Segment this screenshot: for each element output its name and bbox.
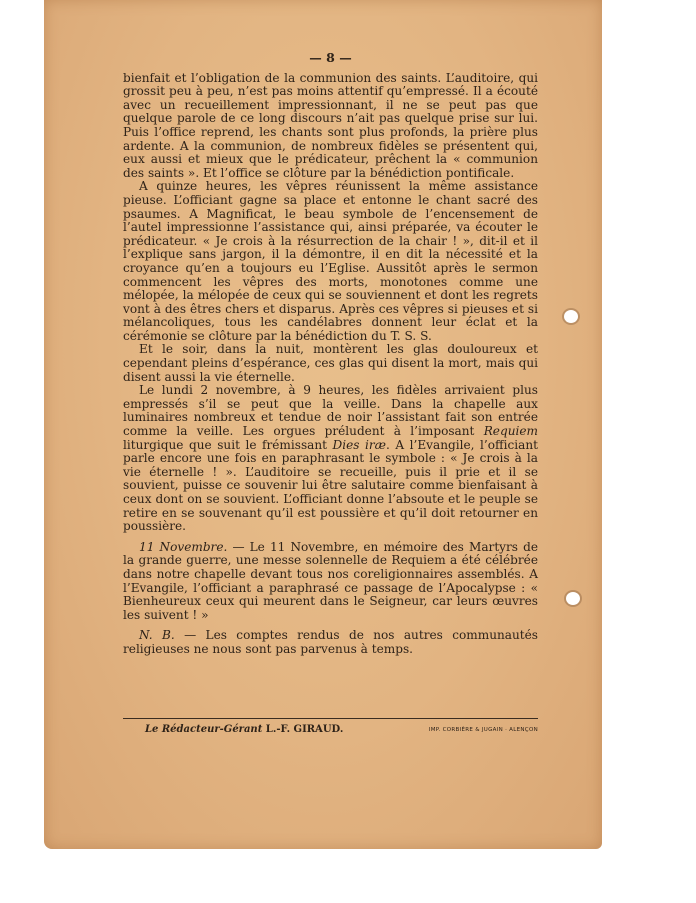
paragraph: Et le soir, dans la nuit, montèrent les glas douloureux et cependant pleins d’espérance, ces glas qui disent la mort, mais qui disent aussi la vie éternelle. [123,342,538,384]
editor-role: Le Rédacteur-Gérant [145,724,263,735]
italic-dies-irae: Dies iræ [332,437,387,452]
text-span: — Les comptes rendus de nos autres communautés religieuses ne nous sont pas parvenus à temps. [123,628,538,656]
text-span: — Le 11 Novembre, en mémoire des Martyrs de la grande guerre, une messe solennelle de Requiem a été célébrée dans notre chapelle devant tous nos coreligionnaires assemblés. A l’Evangile, l’officiant a paraphrasé ce passage de l’Apocalypse : « Bienheureux ceux qui meurent dans le Seigneur, car leurs œuvres les suivent ! » [123,539,539,622]
paragraph: A quinze heures, les vêpres réunissent la même assistance pieuse. L’officiant gagne sa place et entonne le chant sacré des psaumes. A Magnificat, le beau symbole de l’encensement de l’autel impressionne l’assistance qui, ainsi préparée, va écouter le prédicateur. « Je crois à la résurrection de la chair ! », dit-il et il l’explique sans jargon, il la démontre, il en dit la nécessité et la croyance qu’en a toujours eu l’Eglise. Aussitôt après le sermon commencent les vêpres des morts, monotones comme une mélopée, la mélopée de ceux qui se souviennent et dont les regrets vont à des êtres chers et disparus. Après ces vêpres si pieuses et si mélancoliques, tous les candélabres donnent leur éclat et la cérémonie se clôture par la bénédiction du T. S. S. [123,179,538,343]
page-text [123,51,538,657]
section-heading: N. B. [139,628,175,643]
text-span: Le lundi 2 novembre, à 9 heures, les fidèles arrivaient plus empressés s’il se peut que la veille. Dans la chapelle aux luminaires nombreux et tendue de noir l’assistant fait son entrée comme la veille. Les orgues préludent à l’imposant [123,383,538,439]
paragraph-nb [123,629,538,656]
page-number: — 8 — [309,50,352,65]
section-heading: 11 Novembre. [139,539,228,554]
footer [145,724,538,740]
editor-name: L.-F. GIRAUD. [262,724,344,735]
text-span: liturgique que suit le frémissant [123,437,333,452]
signature-line [145,724,343,735]
paper-hole [566,592,580,605]
paragraph: bienfait et l’obligation de la communion des saints. L’auditoire, qui grossit peu à peu, n’est pas moins attentif qu’empressé. Il a écouté avec un recueillement impressionnant, il ne se peut pas que quelque parole de ce long discours n’ait pas quelque prise sur lui. Puis l’office reprend, les chants sont plus profonds, la prière plus ardente. A la communion, de nombreux fidèles se présentent qui, eux aussi et mieux que le prédicateur, prêchent la « communion des saints ». Et l’office se clôture par la bénédiction pontificale. [123,70,538,180]
paragraph-lundi [123,384,538,534]
italic-requiem: Requiem [483,424,538,439]
paper-hole [564,310,578,323]
text-span: . A l’Evangile, l’officiant parle encore une fois en paraphrasant le symbole : « Je crois à la vie éternelle ! ». L’auditoire se recueille, puis il prie et il se souvient, puisse ce souvenir lui être salutaire comme bienfaisant à ceux dont on se souvient. L’officiant donne l’absoute et le peuple se retire en se souvenant qu’il est poussière et qu’il doit retourner en poussière. [123,437,538,534]
printer-imprint: IMP. CORBIÈRE & JUGAIN · ALENÇON [428,727,538,733]
paragraph-11-novembre [123,541,538,623]
footer-divider [123,718,538,719]
